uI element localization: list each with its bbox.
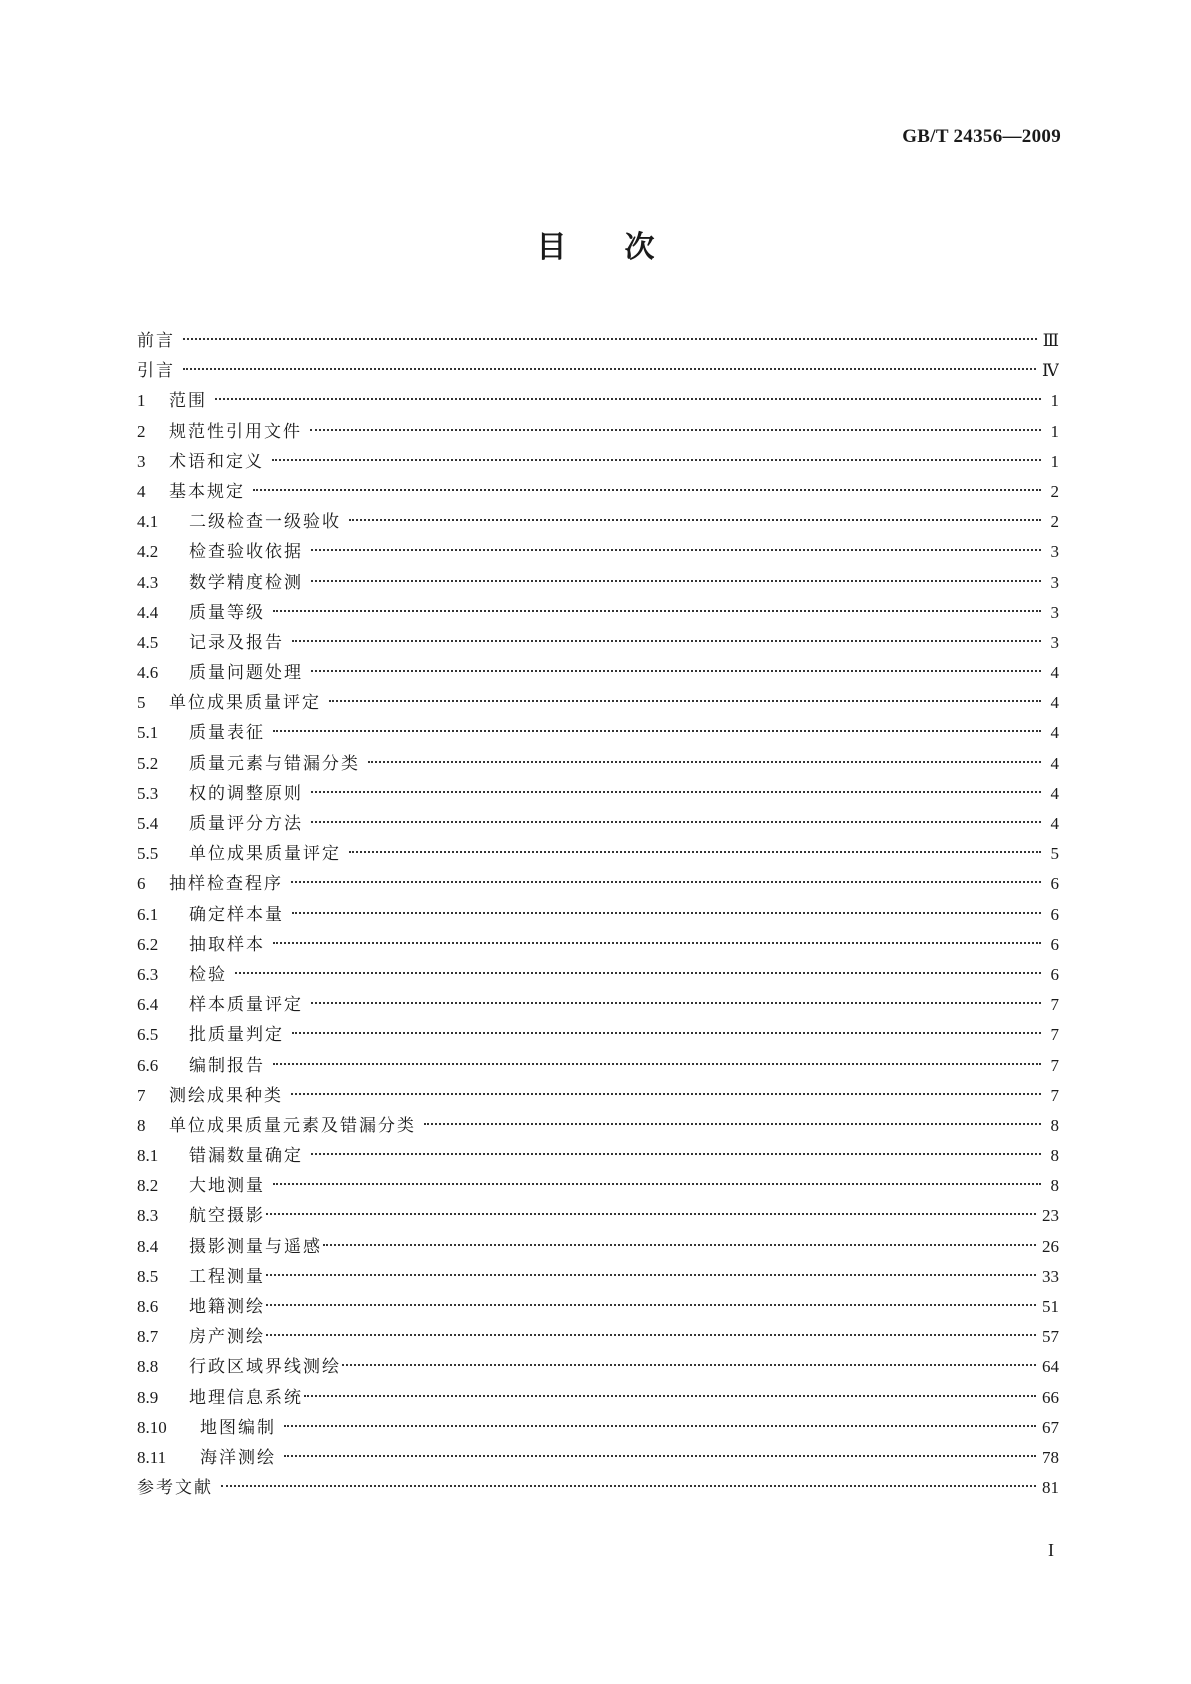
toc-entry[interactable] bbox=[137, 779, 1059, 809]
toc-dot-leader bbox=[291, 881, 1041, 883]
toc-entry-page: 6 bbox=[1050, 904, 1059, 924]
toc-dot-leader bbox=[349, 851, 1041, 853]
table-of-contents bbox=[137, 326, 1059, 1503]
toc-entry-title: 二级检查一级验收 bbox=[189, 512, 341, 533]
toc-entry-number: 8.5 bbox=[137, 1266, 159, 1286]
toc-entry-title: 质量表征 bbox=[189, 723, 265, 744]
toc-entry[interactable] bbox=[137, 1292, 1059, 1322]
toc-dot-leader bbox=[284, 1455, 1036, 1457]
toc-entry[interactable] bbox=[137, 1020, 1059, 1050]
toc-entry-title: 批质量判定 bbox=[189, 1025, 284, 1046]
toc-dot-leader bbox=[273, 610, 1041, 612]
toc-dot-leader bbox=[311, 821, 1041, 823]
toc-entry[interactable] bbox=[137, 1232, 1059, 1262]
toc-entry-title: 抽取样本 bbox=[189, 934, 265, 955]
toc-dot-leader bbox=[424, 1123, 1041, 1125]
page-title: 目次 bbox=[536, 230, 713, 265]
toc-entry[interactable] bbox=[137, 809, 1059, 839]
toc-entry-number: 4.1 bbox=[137, 512, 159, 532]
toc-entry-number: 6.2 bbox=[137, 934, 159, 954]
toc-entry-title: 质量评分方法 bbox=[189, 814, 303, 834]
toc-entry-page: 3 bbox=[1050, 632, 1059, 652]
toc-entry-page: 66 bbox=[1042, 1387, 1059, 1407]
toc-entry[interactable] bbox=[137, 326, 1059, 356]
toc-entry-number: 6.3 bbox=[137, 964, 159, 984]
toc-entry-page: 4 bbox=[1050, 723, 1059, 743]
toc-entry-title: 数学精度检测 bbox=[189, 572, 303, 593]
toc-entry[interactable] bbox=[137, 658, 1059, 688]
toc-entry-page: 6 bbox=[1050, 874, 1059, 894]
toc-entry[interactable] bbox=[137, 386, 1059, 416]
toc-entry[interactable] bbox=[137, 900, 1059, 930]
toc-entry[interactable] bbox=[137, 628, 1059, 658]
toc-entry-page: 3 bbox=[1050, 542, 1059, 562]
standard-number: GB/T 24356—2009 bbox=[902, 126, 1061, 147]
toc-dot-leader bbox=[183, 368, 1036, 370]
toc-dot-leader bbox=[235, 972, 1041, 974]
toc-entry-title: 质量等级 bbox=[189, 602, 265, 623]
toc-entry-page: 7 bbox=[1050, 1085, 1059, 1105]
toc-dot-leader bbox=[266, 1274, 1036, 1276]
toc-entry-number: 7 bbox=[137, 1085, 146, 1105]
toc-entry-page: 4 bbox=[1050, 783, 1059, 803]
toc-entry-page: 81 bbox=[1042, 1478, 1059, 1498]
toc-entry[interactable] bbox=[137, 869, 1059, 899]
toc-dot-leader bbox=[273, 730, 1041, 732]
toc-entry[interactable] bbox=[137, 1262, 1059, 1292]
toc-entry-title: 地理信息系统 bbox=[189, 1387, 303, 1408]
toc-entry-title: 大地测量 bbox=[189, 1176, 265, 1197]
toc-entry-number: 6.5 bbox=[137, 1025, 159, 1045]
toc-entry-title: 测绘成果种类 bbox=[169, 1085, 283, 1106]
toc-entry-title: 检验 bbox=[189, 964, 227, 985]
toc-entry-title: 质量元素与错漏分类 bbox=[189, 753, 360, 774]
toc-entry-title: 术语和定义 bbox=[169, 451, 264, 472]
toc-entry-title: 单位成果质量评定 bbox=[169, 693, 321, 714]
toc-entry-page: 5 bbox=[1050, 844, 1059, 864]
toc-entry-page: 57 bbox=[1042, 1327, 1059, 1347]
toc-entry[interactable] bbox=[137, 1443, 1059, 1473]
toc-entry-title: 房产测绘 bbox=[189, 1327, 265, 1348]
toc-entry[interactable] bbox=[137, 447, 1059, 477]
toc-entry-number: 8.9 bbox=[137, 1387, 159, 1407]
toc-entry[interactable] bbox=[137, 568, 1059, 598]
toc-dot-leader bbox=[342, 1364, 1036, 1366]
toc-entry[interactable] bbox=[137, 507, 1059, 537]
toc-entry-number: 5.4 bbox=[137, 814, 159, 833]
toc-entry-number: 4 bbox=[137, 481, 146, 501]
toc-entry-title: 权的调整原则 bbox=[189, 783, 303, 804]
toc-entry-number: 6.4 bbox=[137, 995, 159, 1015]
toc-entry-page: 3 bbox=[1050, 602, 1059, 622]
toc-entry-page: 2 bbox=[1050, 512, 1059, 532]
toc-entry-title: 单位成果质量评定 bbox=[189, 844, 341, 865]
toc-entry-page: 78 bbox=[1042, 1447, 1059, 1467]
toc-dot-leader bbox=[266, 1213, 1036, 1215]
toc-entry-page: 7 bbox=[1050, 1025, 1059, 1045]
toc-entry[interactable] bbox=[137, 1322, 1059, 1352]
toc-entry-title: 单位成果质量元素及错漏分类 bbox=[169, 1115, 416, 1136]
toc-entry[interactable] bbox=[137, 417, 1059, 447]
toc-entry-number: 8.10 bbox=[137, 1417, 167, 1437]
toc-entry-number: 6 bbox=[137, 874, 146, 894]
toc-entry-page: 67 bbox=[1042, 1417, 1059, 1437]
toc-entry-page: 8 bbox=[1050, 1146, 1059, 1166]
toc-entry-title: 范围 bbox=[169, 391, 207, 412]
toc-entry-page: 7 bbox=[1050, 1055, 1059, 1075]
toc-entry-page: 4 bbox=[1050, 753, 1059, 773]
toc-entry-number: 1 bbox=[137, 391, 146, 411]
toc-entry-title: 地图编制 bbox=[200, 1417, 276, 1438]
toc-entry[interactable] bbox=[137, 930, 1059, 960]
toc-entry-title: 检查验收依据 bbox=[189, 542, 303, 563]
toc-entry-title: 行政区域界线测绘 bbox=[189, 1357, 341, 1378]
toc-entry-title: 海洋测绘 bbox=[200, 1447, 276, 1468]
toc-entry[interactable] bbox=[137, 1383, 1059, 1413]
toc-entry-title: 样本质量评定 bbox=[189, 995, 303, 1016]
toc-entry-number: 8.6 bbox=[137, 1297, 159, 1316]
toc-entry-number: 8.4 bbox=[137, 1236, 159, 1256]
toc-entry-title: 错漏数量确定 bbox=[189, 1146, 303, 1167]
toc-entry-title: 记录及报告 bbox=[189, 632, 284, 653]
toc-entry-page: 3 bbox=[1050, 572, 1059, 592]
toc-entry-number: 6.6 bbox=[137, 1055, 159, 1075]
toc-entry[interactable] bbox=[137, 537, 1059, 567]
toc-entry-page: 23 bbox=[1042, 1206, 1059, 1226]
toc-entry-number: 4.4 bbox=[137, 602, 159, 622]
toc-entry-number: 6.1 bbox=[137, 904, 159, 924]
toc-entry-page: 33 bbox=[1042, 1266, 1059, 1286]
toc-entry[interactable] bbox=[137, 1413, 1059, 1443]
toc-dot-leader bbox=[311, 1002, 1041, 1004]
toc-entry-number: 5 bbox=[137, 693, 146, 713]
toc-entry-title: 引言 bbox=[137, 361, 175, 382]
toc-entry-page: 7 bbox=[1050, 995, 1059, 1015]
toc-entry-number: 3 bbox=[137, 451, 146, 471]
toc-entry[interactable] bbox=[137, 1201, 1059, 1231]
toc-entry-page: 6 bbox=[1050, 964, 1059, 984]
toc-entry-page: Ⅳ bbox=[1042, 361, 1059, 381]
toc-dot-leader bbox=[266, 1304, 1036, 1306]
toc-entry[interactable] bbox=[137, 598, 1059, 628]
toc-entry-number: 8.8 bbox=[137, 1357, 159, 1377]
toc-dot-leader bbox=[273, 942, 1041, 944]
toc-entry-page: 1 bbox=[1050, 391, 1059, 411]
toc-entry-page: 8 bbox=[1050, 1115, 1059, 1135]
toc-dot-leader bbox=[368, 761, 1041, 763]
toc-entry[interactable] bbox=[137, 1081, 1059, 1111]
toc-dot-leader bbox=[349, 519, 1041, 521]
toc-entry-number: 4.3 bbox=[137, 572, 159, 592]
toc-entry-number: 8 bbox=[137, 1115, 146, 1135]
toc-dot-leader bbox=[215, 398, 1041, 400]
toc-entry[interactable] bbox=[137, 990, 1059, 1020]
toc-dot-leader bbox=[311, 791, 1041, 793]
toc-entry-title: 质量问题处理 bbox=[189, 663, 303, 684]
toc-entry-number: 4.2 bbox=[137, 542, 159, 562]
toc-entry-number: 5.3 bbox=[137, 783, 159, 803]
toc-entry[interactable] bbox=[137, 1051, 1059, 1081]
toc-dot-leader bbox=[292, 1032, 1041, 1034]
toc-entry-page: Ⅲ bbox=[1042, 331, 1059, 350]
toc-entry[interactable] bbox=[137, 1352, 1059, 1382]
toc-entry[interactable] bbox=[137, 718, 1059, 748]
toc-entry-page: 1 bbox=[1050, 421, 1059, 441]
toc-entry-page: 6 bbox=[1050, 934, 1059, 954]
toc-entry-number: 8.3 bbox=[137, 1206, 159, 1226]
toc-entry-title: 前言 bbox=[137, 331, 175, 351]
toc-entry-title: 编制报告 bbox=[189, 1055, 265, 1076]
toc-entry-number: 4.5 bbox=[137, 632, 159, 652]
toc-dot-leader bbox=[284, 1425, 1036, 1427]
toc-entry-page: 51 bbox=[1042, 1297, 1059, 1316]
toc-dot-leader bbox=[292, 640, 1041, 642]
toc-dot-leader bbox=[273, 1063, 1041, 1065]
toc-entry-page: 64 bbox=[1042, 1357, 1059, 1377]
toc-dot-leader bbox=[329, 700, 1041, 702]
toc-dot-leader bbox=[183, 338, 1037, 340]
toc-entry-number: 5.1 bbox=[137, 723, 159, 743]
toc-dot-leader bbox=[311, 549, 1041, 551]
toc-entry-page: 4 bbox=[1050, 693, 1059, 713]
toc-entry-title: 航空摄影 bbox=[189, 1206, 265, 1227]
toc-dot-leader bbox=[273, 1183, 1041, 1185]
toc-entry-title: 抽样检查程序 bbox=[169, 874, 283, 895]
toc-entry[interactable] bbox=[137, 960, 1059, 990]
toc-entry[interactable] bbox=[137, 1141, 1059, 1171]
toc-dot-leader bbox=[311, 670, 1041, 672]
toc-entry-number: 8.2 bbox=[137, 1176, 159, 1196]
toc-entry-title: 确定样本量 bbox=[189, 904, 284, 925]
toc-entry-page: 1 bbox=[1050, 451, 1059, 471]
toc-dot-leader bbox=[311, 1153, 1041, 1155]
toc-entry-number: 8.1 bbox=[137, 1146, 159, 1166]
toc-entry-page: 26 bbox=[1042, 1236, 1059, 1256]
toc-dot-leader bbox=[291, 1093, 1041, 1095]
toc-entry-page: 8 bbox=[1050, 1176, 1059, 1196]
toc-dot-leader bbox=[304, 1395, 1036, 1397]
toc-entry-title: 基本规定 bbox=[169, 481, 245, 502]
toc-entry-page: 2 bbox=[1050, 481, 1059, 501]
toc-entry-number: 5.5 bbox=[137, 844, 159, 864]
page-number: I bbox=[1048, 1540, 1054, 1560]
toc-entry-title: 参考文献 bbox=[137, 1478, 213, 1499]
toc-dot-leader bbox=[253, 489, 1041, 491]
toc-entry-page: 4 bbox=[1050, 663, 1059, 683]
toc-entry-number: 8.11 bbox=[137, 1447, 167, 1467]
toc-entry[interactable] bbox=[137, 1111, 1059, 1141]
toc-dot-leader bbox=[310, 429, 1041, 431]
toc-dot-leader bbox=[272, 459, 1041, 461]
toc-entry-number: 5.2 bbox=[137, 753, 159, 773]
toc-entry-title: 规范性引用文件 bbox=[169, 421, 302, 442]
toc-dot-leader bbox=[221, 1485, 1036, 1487]
toc-entry-number: 8.7 bbox=[137, 1327, 159, 1347]
toc-dot-leader bbox=[266, 1334, 1036, 1336]
toc-entry-number: 4.6 bbox=[137, 663, 159, 683]
toc-entry[interactable] bbox=[137, 1473, 1059, 1503]
toc-entry[interactable] bbox=[137, 839, 1059, 869]
toc-entry[interactable] bbox=[137, 749, 1059, 779]
toc-dot-leader bbox=[292, 912, 1041, 914]
toc-entry[interactable] bbox=[137, 1171, 1059, 1201]
toc-entry-title: 摄影测量与遥感 bbox=[189, 1236, 322, 1257]
toc-dot-leader bbox=[323, 1244, 1036, 1246]
toc-entry[interactable] bbox=[137, 356, 1059, 386]
toc-dot-leader bbox=[311, 580, 1041, 582]
toc-entry[interactable] bbox=[137, 688, 1059, 718]
toc-entry-title: 地籍测绘 bbox=[189, 1297, 265, 1317]
toc-entry[interactable] bbox=[137, 477, 1059, 507]
toc-entry-page: 4 bbox=[1050, 814, 1059, 833]
toc-entry-title: 工程测量 bbox=[189, 1266, 265, 1287]
toc-entry-number: 2 bbox=[137, 421, 146, 441]
